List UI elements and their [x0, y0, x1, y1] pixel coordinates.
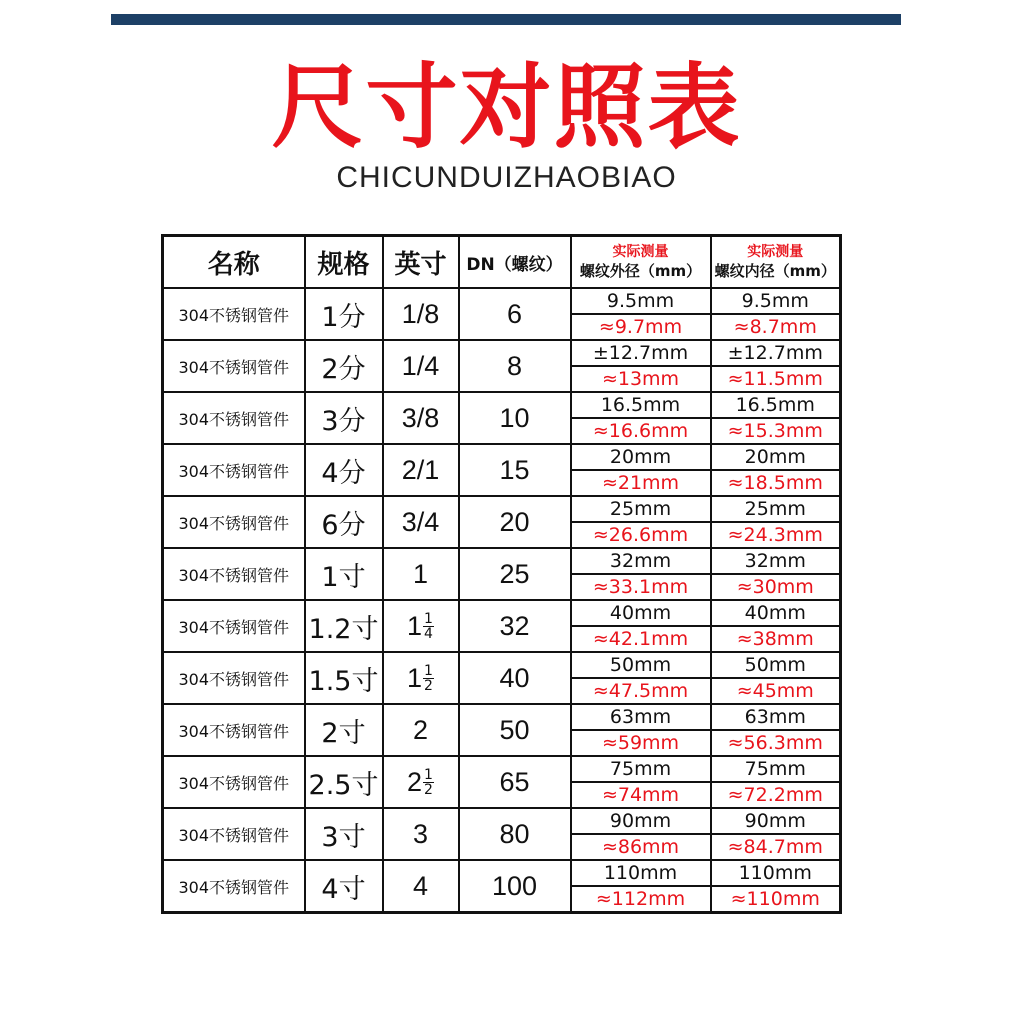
cell-name: 304不锈钢管件: [163, 808, 305, 860]
outer-actual: ≈26.6mm: [592, 524, 689, 546]
cell-inch: 4: [383, 860, 459, 913]
cell-outer-diameter: [571, 548, 711, 600]
cell-spec: 4分: [305, 444, 383, 496]
inner-actual: ≈15.3mm: [727, 420, 823, 442]
cell-dn: 8: [459, 340, 571, 392]
cell-outer-diameter: [571, 600, 711, 652]
cell-name: 304不锈钢管件: [163, 496, 305, 548]
page-subtitle: CHICUNDUIZHAOBIAO: [336, 161, 677, 194]
cell-spec: 4寸: [305, 860, 383, 913]
table-row: [163, 704, 841, 756]
outer-actual: ≈42.1mm: [592, 628, 689, 650]
outer-actual: ≈9.7mm: [598, 316, 683, 338]
cell-outer-diameter: [571, 444, 711, 496]
cell-spec: 3分: [305, 392, 383, 444]
outer-actual: ≈59mm: [601, 732, 680, 754]
cell-name: 304不锈钢管件: [163, 288, 305, 340]
outer-actual: ≈33.1mm: [592, 576, 689, 598]
table-row: [163, 756, 841, 808]
inner-nominal: 110mm: [712, 861, 840, 887]
cell-inner-diameter: [711, 860, 841, 913]
cell-inner-diameter: [711, 808, 841, 860]
table-row: [163, 808, 841, 860]
table-header-row: [163, 236, 841, 289]
cell-name: 304不锈钢管件: [163, 704, 305, 756]
cell-outer-diameter: [571, 288, 711, 340]
cell-outer-diameter: [571, 860, 711, 913]
fraction: $\frac{1}{2}$: [424, 766, 433, 798]
table-row: [163, 860, 841, 913]
cell-inch: 1/4: [383, 340, 459, 392]
header-inch: 英寸: [383, 236, 459, 289]
cell-inch: 1 $\frac{1}{2}$: [383, 652, 459, 704]
inner-nominal: 50mm: [712, 653, 840, 679]
cell-dn: 10: [459, 392, 571, 444]
size-comparison-table: [161, 234, 842, 914]
inner-nominal: 25mm: [712, 497, 840, 523]
table-row: [163, 496, 841, 548]
cell-name: 304不锈钢管件: [163, 392, 305, 444]
cell-inner-diameter: [711, 340, 841, 392]
cell-inch: 3/8: [383, 392, 459, 444]
inner-nominal: 40mm: [712, 601, 840, 627]
inner-actual: ≈72.2mm: [727, 784, 823, 806]
outer-actual: ≈112mm: [595, 888, 686, 910]
cell-dn: 50: [459, 704, 571, 756]
inner-actual: ≈38mm: [736, 628, 814, 650]
cell-inner-diameter: [711, 444, 841, 496]
cell-inch: 2: [383, 704, 459, 756]
cell-name: 304不锈钢管件: [163, 756, 305, 808]
outer-actual: ≈16.6mm: [592, 420, 689, 442]
cell-inner-diameter: [711, 548, 841, 600]
table-row: [163, 444, 841, 496]
cell-inch: 1: [383, 548, 459, 600]
outer-nominal: 20mm: [572, 445, 710, 471]
inner-actual: ≈18.5mm: [727, 472, 823, 494]
cell-dn: 40: [459, 652, 571, 704]
cell-inner-diameter: [711, 600, 841, 652]
inner-actual: ≈110mm: [730, 888, 820, 910]
header-outer-diameter: [571, 236, 711, 289]
outer-nominal: 25mm: [572, 497, 710, 523]
inner-nominal: 63mm: [712, 705, 840, 731]
outer-nominal: 110mm: [572, 861, 710, 887]
outer-actual: ≈86mm: [601, 836, 680, 858]
cell-inner-diameter: [711, 704, 841, 756]
cell-spec: 1分: [305, 288, 383, 340]
inner-actual: ≈30mm: [736, 576, 814, 598]
cell-name: 304不锈钢管件: [163, 444, 305, 496]
cell-spec: 1寸: [305, 548, 383, 600]
outer-actual: ≈47.5mm: [592, 680, 689, 702]
cell-dn: 6: [459, 288, 571, 340]
cell-name: 304不锈钢管件: [163, 340, 305, 392]
table-row: [163, 548, 841, 600]
cell-spec: 2.5寸: [305, 756, 383, 808]
cell-outer-diameter: [571, 496, 711, 548]
table-row: [163, 392, 841, 444]
cell-spec: 2分: [305, 340, 383, 392]
cell-name: 304不锈钢管件: [163, 548, 305, 600]
cell-name: 304不锈钢管件: [163, 600, 305, 652]
top-accent-bar: [111, 14, 901, 25]
header-outer-label: 螺纹外径（mm）: [579, 262, 702, 280]
page-title: 尺寸对照表: [271, 54, 742, 161]
header-outer-measured: 实际测量: [612, 244, 669, 260]
cell-dn: 100: [459, 860, 571, 913]
inner-nominal: ±12.7mm: [712, 341, 840, 367]
cell-outer-diameter: [571, 704, 711, 756]
outer-nominal: ±12.7mm: [572, 341, 710, 367]
inner-nominal: 20mm: [712, 445, 840, 471]
outer-nominal: 63mm: [572, 705, 710, 731]
header-spec: 规格: [305, 236, 383, 289]
cell-dn: 80: [459, 808, 571, 860]
outer-nominal: 16.5mm: [572, 393, 710, 419]
cell-dn: 32: [459, 600, 571, 652]
cell-dn: 15: [459, 444, 571, 496]
outer-nominal: 40mm: [572, 601, 710, 627]
header-inner-label: 螺纹内径（mm）: [714, 262, 836, 280]
inner-nominal: 75mm: [712, 757, 840, 783]
cell-inch: 1/8: [383, 288, 459, 340]
outer-nominal: 9.5mm: [572, 289, 710, 315]
table-row: [163, 340, 841, 392]
inner-nominal: 32mm: [712, 549, 840, 575]
table-row: [163, 288, 841, 340]
cell-outer-diameter: [571, 392, 711, 444]
cell-inch: 2/1: [383, 444, 459, 496]
cell-outer-diameter: [571, 756, 711, 808]
cell-dn: 20: [459, 496, 571, 548]
cell-name: 304不锈钢管件: [163, 652, 305, 704]
cell-inner-diameter: [711, 288, 841, 340]
cell-inch: 2 $\frac{1}{2}$: [383, 756, 459, 808]
outer-nominal: 90mm: [572, 809, 710, 835]
outer-actual: ≈74mm: [601, 784, 680, 806]
cell-inner-diameter: [711, 652, 841, 704]
cell-spec: 2寸: [305, 704, 383, 756]
header-dn: DN（螺纹）: [459, 236, 571, 289]
table-row: [163, 600, 841, 652]
outer-nominal: 32mm: [572, 549, 710, 575]
outer-actual: ≈21mm: [601, 472, 680, 494]
cell-dn: 25: [459, 548, 571, 600]
outer-actual: ≈13mm: [601, 368, 680, 390]
fraction: $\frac{1}{4}$: [424, 610, 433, 642]
cell-name: 304不锈钢管件: [163, 860, 305, 913]
cell-outer-diameter: [571, 652, 711, 704]
cell-inner-diameter: [711, 756, 841, 808]
cell-spec: 1.2寸: [305, 600, 383, 652]
cell-dn: 65: [459, 756, 571, 808]
cell-outer-diameter: [571, 340, 711, 392]
inner-actual: ≈84.7mm: [727, 836, 823, 858]
cell-spec: 6分: [305, 496, 383, 548]
inner-actual: ≈11.5mm: [727, 368, 823, 390]
inner-actual: ≈24.3mm: [727, 524, 823, 546]
inner-actual: ≈56.3mm: [727, 732, 823, 754]
outer-nominal: 75mm: [572, 757, 710, 783]
cell-spec: 1.5寸: [305, 652, 383, 704]
header-inner-diameter: [711, 236, 841, 289]
cell-inch: 3/4: [383, 496, 459, 548]
inner-actual: ≈45mm: [736, 680, 814, 702]
table-row: [163, 652, 841, 704]
cell-outer-diameter: [571, 808, 711, 860]
inner-nominal: 9.5mm: [712, 289, 840, 315]
inner-nominal: 16.5mm: [712, 393, 840, 419]
inner-actual: ≈8.7mm: [733, 316, 817, 338]
outer-nominal: 50mm: [572, 653, 710, 679]
cell-inch: 3: [383, 808, 459, 860]
header-inner-measured: 实际测量: [747, 244, 804, 260]
inner-nominal: 90mm: [712, 809, 840, 835]
fraction: $\frac{1}{2}$: [424, 662, 433, 694]
header-name: 名称: [163, 236, 305, 289]
cell-inner-diameter: [711, 392, 841, 444]
cell-inch: 1 $\frac{1}{4}$: [383, 600, 459, 652]
cell-spec: 3寸: [305, 808, 383, 860]
cell-inner-diameter: [711, 496, 841, 548]
